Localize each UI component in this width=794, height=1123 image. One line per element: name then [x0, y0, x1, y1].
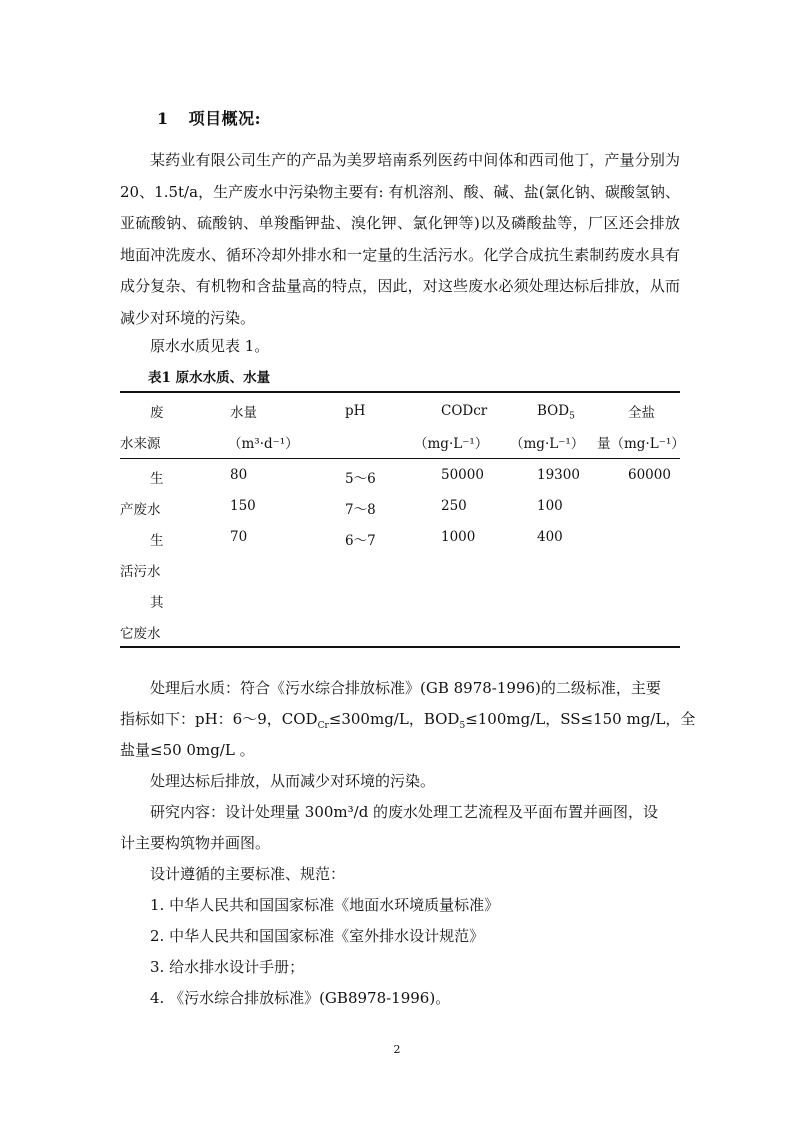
- header-salt-l2: 量（mg·L⁻¹）: [597, 436, 685, 452]
- row1-source-l2: 产废水: [120, 502, 161, 518]
- table-header-rule: [120, 458, 680, 459]
- treated-line-2-pre: 指标如下：pH：6～9，COD: [120, 710, 318, 728]
- row1-flow-a: 80: [230, 467, 248, 483]
- row1-source-l1: 生: [150, 471, 164, 487]
- row1-salt-a: 60000: [628, 467, 671, 483]
- section-title: 项目概况:: [188, 109, 262, 128]
- header-cod-l1: CODcr: [441, 403, 488, 419]
- standard-item-4: 4. 《污水综合排放标准》(GB8978-1996)。: [150, 989, 451, 1007]
- row2-flow: 70: [230, 529, 248, 545]
- section-number: 1: [157, 109, 169, 128]
- row1-bod-b: 100: [537, 498, 563, 514]
- row3-source-l1: 其: [150, 595, 164, 611]
- page-number: 2: [393, 1043, 401, 1056]
- header-source-l2: 水来源: [120, 436, 161, 452]
- table-reference: 原水水质见表 1。: [150, 337, 270, 355]
- row2-bod: 400: [537, 529, 563, 545]
- treated-line-2-post: ≤100mg/L，SS≤150 mg/L，全: [465, 710, 696, 728]
- bod-subscript: 5: [459, 721, 466, 731]
- header-bod-subscript: 5: [569, 411, 575, 422]
- row2-ph: 6～7: [345, 533, 376, 549]
- discharge-line: 处理达标后排放，从而减少对环境的污染。: [150, 772, 436, 790]
- cod-subscript: Cr: [317, 721, 329, 731]
- table-bottom-rule: [120, 646, 680, 648]
- standard-item-1: 1. 中华人民共和国国家标准《地面水环境质量标准》: [150, 896, 500, 914]
- header-bod-l1: [537, 403, 575, 422]
- row1-ph-b: 7～8: [345, 502, 376, 518]
- row1-flow-b: 150: [230, 498, 256, 514]
- header-flow-l1: 水量: [230, 405, 257, 421]
- row3-source-l2: 它废水: [120, 626, 161, 642]
- treated-line-1: 处理后水质：符合《污水综合排放标准》(GB 8978-1996)的二级标准，主要: [150, 679, 661, 697]
- treated-line-3: 盐量≤50 0mg/L 。: [120, 741, 255, 759]
- standard-item-3: 3. 给水排水设计手册；: [150, 958, 305, 976]
- intro-paragraph: 某药业有限公司生产的产品为美罗培南系列医药中间体和西司他丁，产量分别为 20、1.5t/a，生产废水中污染物主要有: 有机溶剂、酸、碱、盐(氯化钠、碳酸氢钠、亚硫酸钠、硫酸钠、单羧酯钾盐、溴化钾、氯化钾等)以及磷酸盐等，厂区还会排放地面冲洗废水、循环冷却外排水和一定量的生活污水。化学合成抗生素制药废水具有成分复杂、有机物和含盐量高的特点，因此，对这些废水必须处理达标后排放，从而减少对环境的污染。: [120, 151, 680, 327]
- header-bod-l2: （mg·L⁻¹）: [510, 436, 585, 452]
- row1-cod-a: 50000: [441, 467, 484, 483]
- header-source-l1: 废: [150, 405, 164, 421]
- header-bod-text: BOD: [537, 403, 570, 419]
- header-salt-l1: 全盐: [628, 405, 655, 421]
- section-heading: [157, 106, 261, 129]
- header-cod-l2: （mg·L⁻¹）: [414, 436, 489, 452]
- standard-item-2: 2. 中华人民共和国国家标准《室外排水设计规范》: [150, 927, 485, 945]
- header-flow-l2: （m³·d⁻¹）: [228, 436, 299, 452]
- header-ph: pH: [345, 403, 366, 419]
- table-caption: 表1 原水水质、水量: [148, 370, 271, 386]
- table-top-rule: [120, 391, 680, 393]
- treated-line-2-mid: ≤300mg/L，BOD: [328, 710, 460, 728]
- row1-bod-a: 19300: [537, 467, 580, 483]
- research-line-2: 计主要构筑物并画图。: [120, 834, 271, 852]
- row2-cod: 1000: [441, 529, 476, 545]
- treated-line-2: [120, 708, 695, 731]
- standards-intro: 设计遵循的主要标准、规范：: [150, 865, 346, 883]
- row2-source-l2: 活污水: [120, 564, 161, 580]
- row1-cod-b: 250: [441, 498, 467, 514]
- row1-ph-a: 5～6: [345, 471, 376, 487]
- row2-source-l1: 生: [150, 533, 164, 549]
- research-line-1: 研究内容：设计处理量 300m³/d 的废水处理工艺流程及平面布置并画图，设: [150, 803, 659, 821]
